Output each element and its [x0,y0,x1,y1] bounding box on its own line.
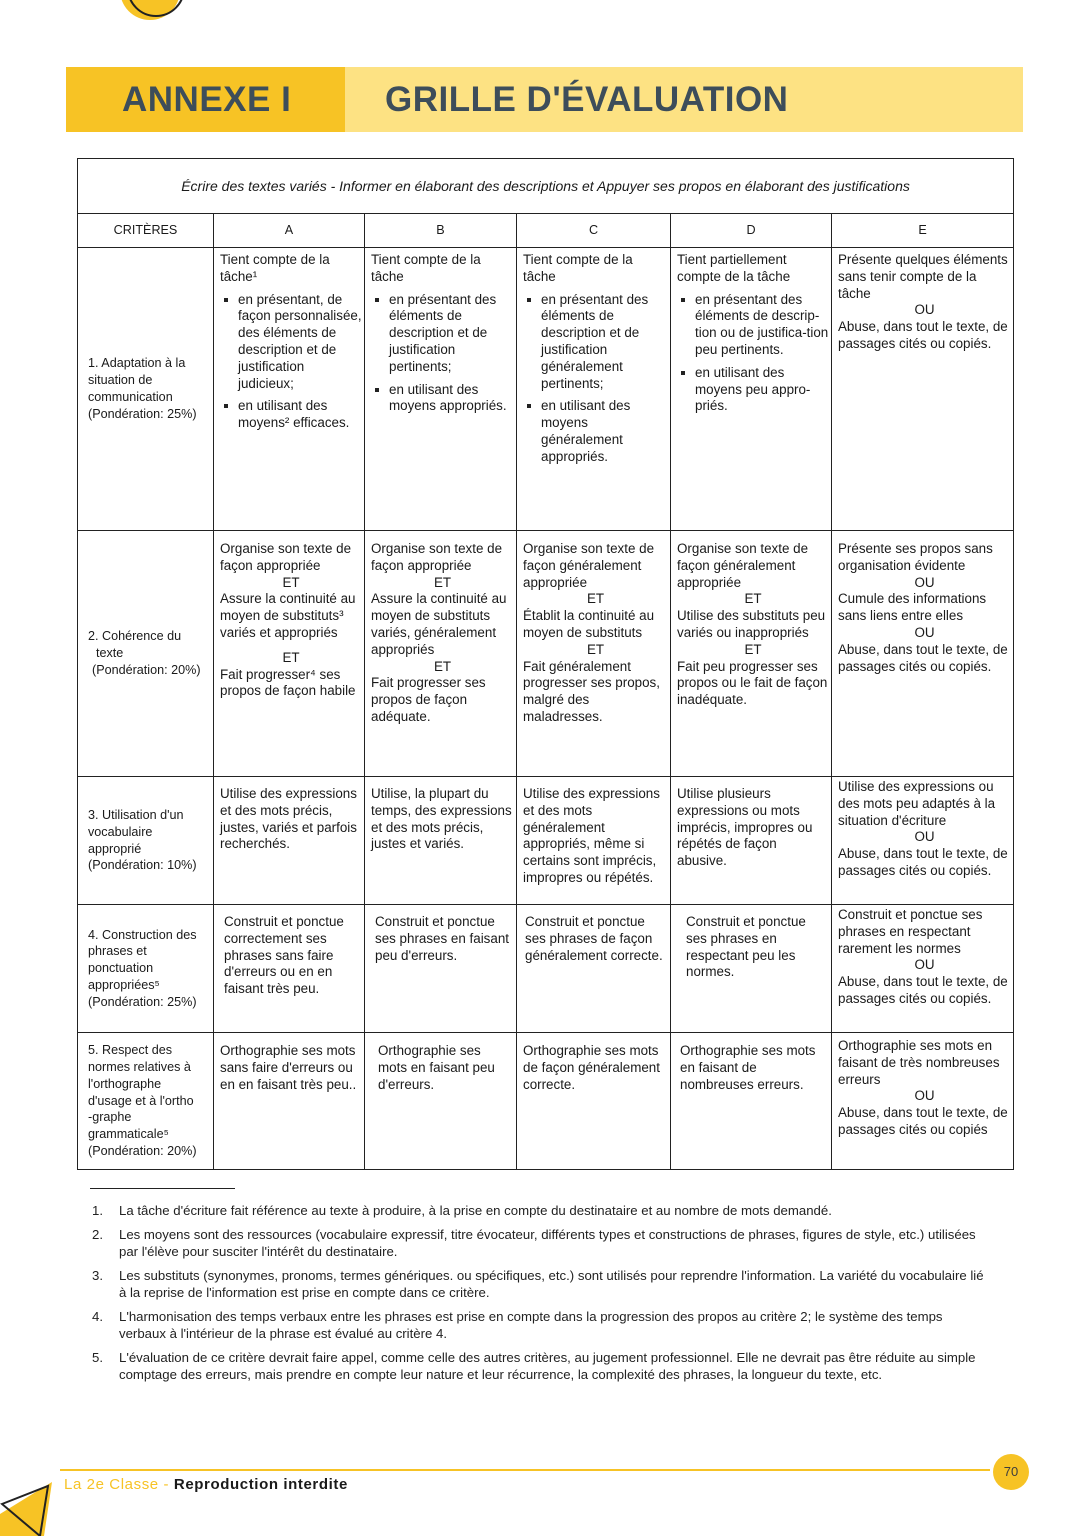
header-a: A [214,214,365,248]
criterion-cell [78,248,214,531]
header-e: E [832,214,1014,248]
criterion-line: 2. Cohérence du [88,629,182,644]
cell-e [832,905,1014,1033]
cell-text: Assure la continuité au moyen de substituts³ variés et appropriés [220,591,356,640]
header-criteres: CRITÈRES [78,214,214,248]
cell-text: Fait progresser⁴ ses propos de façon habile [220,666,356,699]
criterion-line: communication [88,390,173,404]
footer-brand: La 2e Classe [64,1476,159,1493]
et-label: ET [744,591,762,607]
cell-b: Utilise, la plupart du temps, des expressions et des mots précis, justes et variés. [365,777,517,905]
cell-text: Fait progresser ses propos de façon adéquate. [371,675,486,724]
ou-label: OU [914,624,935,640]
bullet-item: en présentant, de façon personnalisée, des éléments de description et de justification judicieux; [230,292,362,393]
footer-notice: Reproduction interdite [173,1476,348,1493]
cell-text: Abuse, dans tout le texte, de passages cités ou copiés. [838,641,1008,674]
criterion-line: phrases et [88,944,147,959]
footnote-text: La tâche d'écriture fait référence au texte à produire, à la prise en compte du destinataire et au nombre de mots demandé. [119,1203,832,1218]
et-label: ET [433,574,452,590]
cell-text: Tient compte de la tâche [371,252,481,284]
cell-e [832,531,1014,777]
cell-text: Fait généralement progresser ses propos, malgré des maladresses. [523,658,660,724]
cell-c: Construit et ponctue ses phrases de façon généralement correcte. [517,905,671,1033]
cell-text: Utilise des substituts peu variés ou inappropriés [677,608,826,640]
cell-a [214,248,365,531]
ou-label: OU [914,302,935,318]
bullet-item: en utilisant des moyens généralement appropriés. [533,398,668,465]
cell-text: Organise son texte de façon généralement appropriée [523,541,655,590]
header-b: B [365,214,517,248]
ou-label: OU [914,957,935,973]
bullet-item: en présentant des éléments de descrip-tion ou de justifica-tion peu pertinents. [687,292,829,359]
et-label: ET [282,574,300,590]
cell-a [214,531,365,777]
criterion-line: 1. Adaptation à la [88,356,186,371]
table-row [78,531,1014,777]
cell-text: Organise son texte de façon appropriée [371,541,503,573]
cell-a: Orthographie ses mots sans faire d'erreurs ou en en faisant très peu.. [214,1033,365,1170]
cell-text: Présente quelques éléments sans tenir compte de la tâche [838,252,1008,301]
header-d: D [671,214,832,248]
header-c: C [517,214,671,248]
criterion-line: texte [96,646,124,661]
cell-e [832,248,1014,531]
cell-d: Construit et ponctue ses phrases en respectant peu les normes. [671,905,832,1033]
footnote-text: L'harmonisation des temps verbaux entre les phrases est prise en compte dans la progression des propos au critère 2; le système des temps verbaux à l'intérieur de la phrase est évalué au critère 4. [119,1309,943,1341]
et-label: ET [744,641,762,657]
footnote-text: L'évaluation de ce critère devrait faire appel, comme celle des autres critères, au jugement professionnel. Elle ne devrait pas être réduite au simple comptage des erreurs, mais prendre en compte leur nature et leur récurrence, la complexité des phrases, la longueur du texte, etc. [119,1350,976,1382]
bullet-item: en présentant des éléments de description et de justification pertinents; [381,292,514,376]
et-label: ET [433,658,452,674]
evaluation-grid [77,158,1014,1170]
criterion-cell [78,531,214,777]
footnote-number: 1. [92,1203,103,1218]
cell-d [671,248,832,531]
footer-text [64,1476,348,1493]
criterion-line: ponctuation [88,961,154,976]
cell-text: Présente ses propos sans organisation évidente [838,541,993,573]
criterion-line: l'orthographe [88,1076,162,1091]
footnote [92,1202,992,1219]
et-label: ET [586,591,605,607]
footnote-number: 3. [92,1268,103,1283]
ou-label: OU [914,829,935,845]
cell-d: Utilise plusieurs expressions ou mots imprécis, impropres ou répétés de façon abusive. [671,777,832,905]
cell-a: Construit et ponctue correctement ses phrases sans faire d'erreurs ou en en faisant très peu. [214,905,365,1033]
cell-text: Cumule des informations sans liens entre elles [838,591,987,624]
criterion-cell [78,777,214,905]
footnotes [92,1202,992,1390]
cell-text: Assure la continuité au moyen de substituts variés, généralement appropriés [371,591,507,657]
header-row [78,214,1014,248]
table-row [78,777,1014,905]
table-row [78,248,1014,531]
bullet-item: en utilisant des moyens² efficaces. [230,398,362,432]
cell-text: Fait peu progresser ses propos ou le fait de façon inadéquate. [677,658,828,708]
criterion-line: normes relatives à [88,1060,191,1074]
footer-separator: - [158,1476,174,1493]
footnote-number: 5. [92,1350,103,1365]
cell-c: Orthographie ses mots de façon généralement correcte. [517,1033,671,1170]
cell-b: Construit et ponctue ses phrases en faisant peu d'erreurs. [365,905,517,1033]
footnote-number: 4. [92,1309,103,1324]
cell-text: Tient compte de la tâche¹ [220,252,330,284]
criterion-cell [78,905,214,1033]
cell-b [365,531,517,777]
cell-text: Abuse, dans tout le texte, de passages cités ou copiés. [838,319,1008,351]
footnote-divider [90,1188,235,1189]
cell-a: Utilise des expressions et des mots précis, justes, variés et parfois recherchés. [214,777,365,905]
criterion-line: grammaticale⁵ [88,1127,169,1142]
cell-text: Tient partiellement compte de la tâche [677,252,791,284]
footnote-text: Les substituts (synonymes, pronoms, termes génériques. ou spécifiques, etc.) sont utilisés pour reprendre l'information. La variété du vocabulaire lié à la reprise de l'information est prise en compte dans ce critère. [119,1268,984,1300]
cell-e [832,1033,1014,1170]
cell-c: Utilise des expressions et des mots généralement appropriés, même si certains sont imprécis, impropres ou répétés. [517,777,671,905]
criterion-line: situation de [88,373,153,388]
footnote [92,1226,992,1260]
criterion-line: 3. Utilisation d'un [88,807,184,822]
footnote-number: 2. [92,1227,103,1242]
cell-e [832,777,1014,905]
criterion-line: -graphe [88,1110,132,1125]
cell-d [671,531,832,777]
criterion-line: (Pondération: 20%) [92,662,201,677]
bullet-item: en utilisant des moyens peu appro-priés. [687,365,829,415]
et-label: ET [586,641,605,657]
footnote [92,1267,992,1301]
annexe-label: ANNEXE I [122,80,292,119]
cell-text: Organise son texte de façon appropriée [220,541,352,573]
cell-text: Établit la continuité au moyen de substituts [523,608,655,640]
cell-text: Utilise des expressions ou des mots peu adaptés à la situation d'écriture [838,779,996,828]
triangle-decoration-icon [0,1474,60,1536]
footnote-text: Les moyens sont des ressources (vocabulaire expressif, titre évocateur, différents types et constructions de phrases, figures de style, etc.) utilisées par l'élève pour susciter l'intérêt du destinataire. [119,1227,976,1259]
cell-text: Construit et ponctue ses phrases en respectant rarement les normes [838,907,983,956]
cell-text: Abuse, dans tout le texte, de passages cités ou copiés. [838,846,1008,878]
criterion-line: (Pondération: 25%) [88,994,197,1009]
criterion-line: (Pondération: 20%) [88,1143,197,1158]
cell-text: Orthographie ses mots en faisant de très nombreuses erreurs [838,1038,1000,1087]
criterion-line: 5. Respect des [88,1043,173,1058]
cell-b [365,248,517,531]
annexe-banner [66,67,345,132]
criterion-line: (Pondération: 25%) [88,406,197,421]
criterion-line: appropriées⁵ [88,977,160,992]
cell-c [517,248,671,531]
cell-b: Orthographie ses mots en faisant peu d'erreurs. [365,1033,517,1170]
cell-text: Abuse, dans tout le texte, de passages cités ou copiés. [838,974,1008,1006]
table-row [78,905,1014,1033]
footer-line [60,1469,990,1471]
et-label: ET [282,649,300,665]
criterion-line: 4. Construction des [88,927,197,942]
title-banner [345,67,1023,132]
criterion-line: vocabulaire [88,824,153,839]
ou-label: OU [914,1088,935,1104]
cell-text: Tient compte de la tâche [523,252,633,284]
criterion-line: d'usage et à l'ortho [88,1093,194,1108]
table-row [78,1033,1014,1170]
cell-text: Organise son texte de façon généralement appropriée [677,541,809,590]
bullet-item: en présentant des éléments de description et de justification généralement pertinents; [533,292,668,393]
criterion-line: approprié [88,841,142,856]
cell-d: Orthographie ses mots en faisant de nombreuses erreurs. [671,1033,832,1170]
page-number: 70 [993,1454,1029,1490]
cell-text: Abuse, dans tout le texte, de passages cités ou copiés [838,1105,1008,1137]
circle-decoration-icon [118,0,188,28]
footnote [92,1349,992,1383]
criterion-cell [78,1033,214,1170]
criterion-line: (Pondération: 10%) [88,858,197,873]
cell-c [517,531,671,777]
grid-caption: Écrire des textes variés - Informer en élaborant des descriptions et Appuyer ses propos en élaborant des justifications [78,159,1014,214]
bullet-item: en utilisant des moyens appropriés. [381,382,514,416]
footnote [92,1308,992,1342]
page-title: GRILLE D'ÉVALUATION [385,80,789,119]
ou-label: OU [914,574,935,590]
